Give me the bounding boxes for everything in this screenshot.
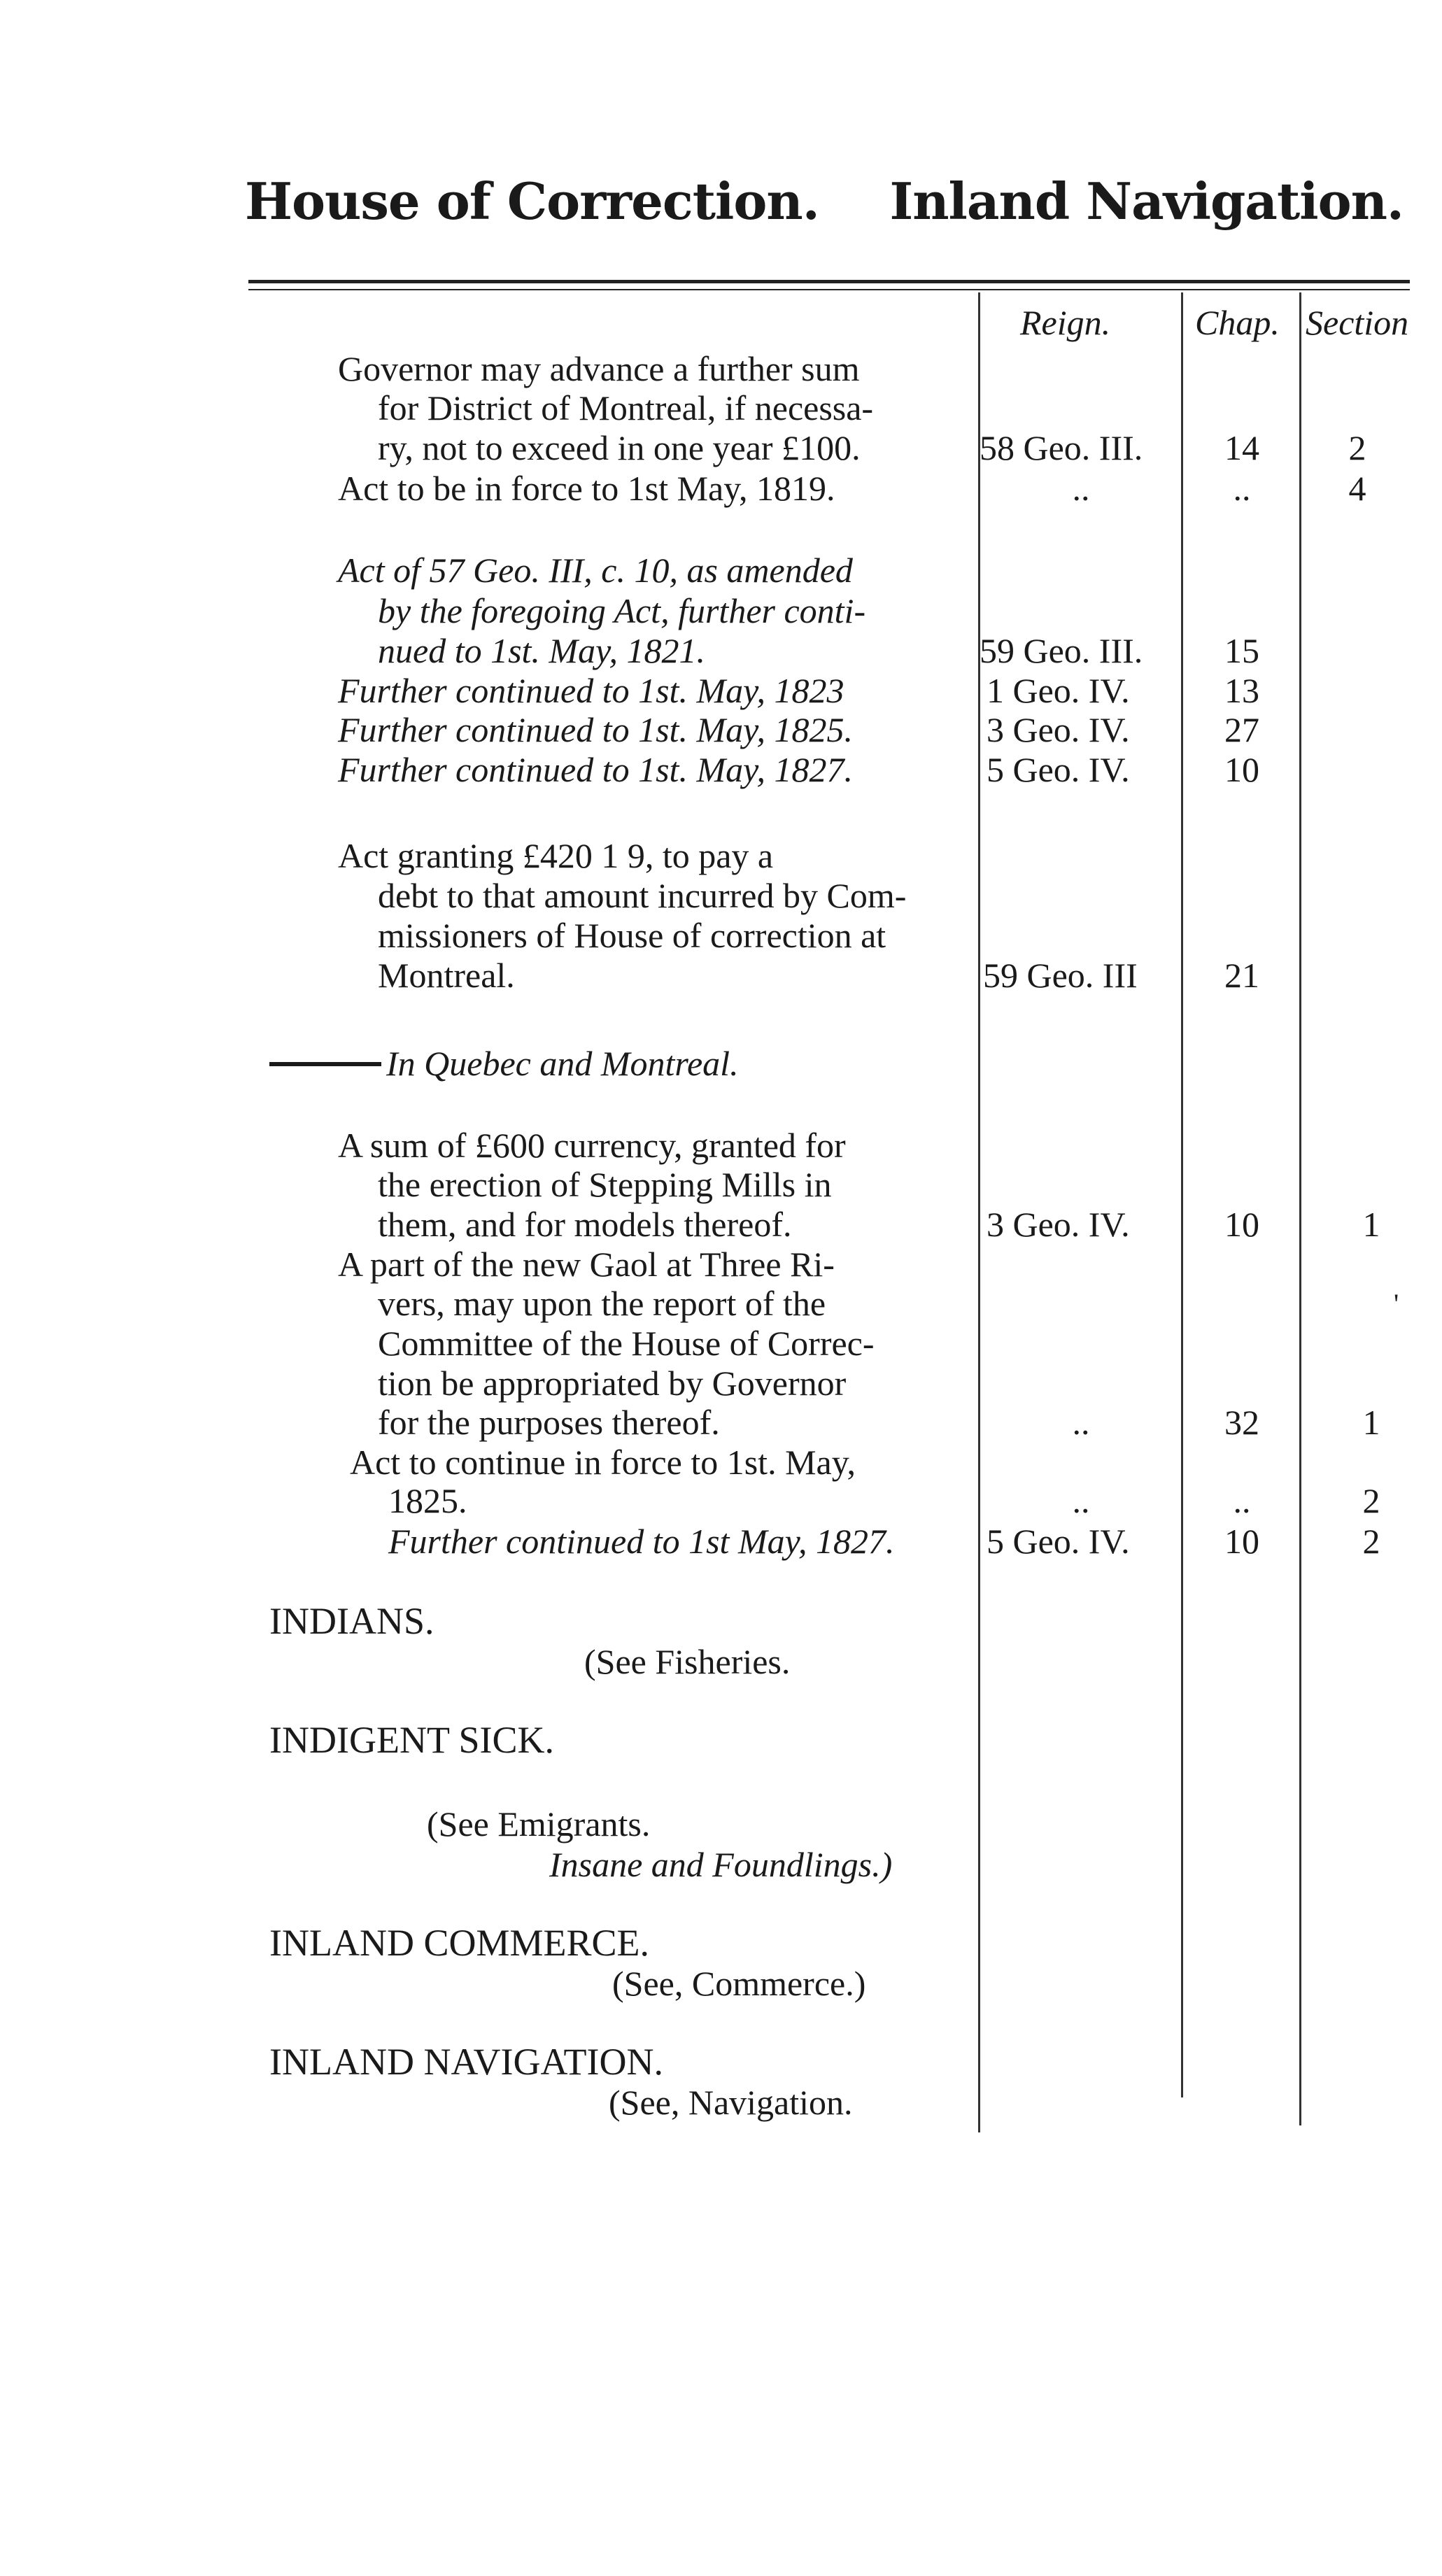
chap-cell: 21 [1224, 956, 1259, 995]
index-heading: INDIGENT SICK. [269, 1719, 554, 1761]
entry-text-line: tion be appropriated by Governor [378, 1364, 847, 1403]
running-head-right: Inland Navigation. [889, 171, 1404, 231]
em-dash-rule [269, 1062, 381, 1066]
entry-text-line: Act to be in force to 1st May, 1819. [338, 469, 835, 508]
section-cell: 2 [1362, 1522, 1380, 1561]
chap-cell: 10 [1224, 750, 1259, 789]
index-heading: INDIANS. [269, 1600, 434, 1642]
section-cell: 2 [1362, 1481, 1380, 1520]
entry-text-line: debt to that amount incurred by Com- [378, 876, 907, 915]
stray-mark: ' [1394, 1288, 1399, 1319]
entry-text-line: A part of the new Gaol at Three Ri- [338, 1245, 835, 1284]
chap-cell: .. [1233, 469, 1251, 508]
entry-text-line: Further continued to 1st. May, 1827. [338, 750, 854, 789]
chap-cell: 27 [1224, 710, 1259, 749]
chap-cell: .. [1233, 1481, 1251, 1520]
column-header-reign: Reign. [1020, 303, 1111, 342]
entry-text-line: for District of Montreal, if necessa- [378, 388, 874, 427]
column-header-chap: Chap. [1195, 303, 1280, 342]
index-heading: INLAND COMMERCE. [269, 1922, 650, 1964]
cross-reference: Insane and Foundlings.) [549, 1845, 893, 1884]
entry-text-line: missioners of House of correction at [378, 916, 886, 955]
entry-text-line: Montreal. [378, 956, 515, 995]
cross-reference: (See, Commerce.) [612, 1964, 866, 2003]
reign-cell: 59 Geo. III [983, 956, 1138, 995]
entry-text-line: Further continued to 1st May, 1827. [388, 1522, 895, 1561]
header-rule-thin [248, 289, 1410, 290]
entry-text-line: Governor may advance a further sum [338, 349, 860, 388]
running-head-left: House of Correction. [245, 171, 819, 231]
reign-cell: .. [1072, 1481, 1090, 1520]
entry-text-line: 1825. [388, 1481, 467, 1520]
entry-text-line: Act of 57 Geo. III, c. 10, as amended [338, 551, 853, 590]
column-header-section: Section [1306, 303, 1409, 342]
section-cell: 2 [1348, 428, 1366, 467]
cross-reference: (See Fisheries. [584, 1642, 791, 1681]
entry-text-line: nued to 1st. May, 1821. [378, 631, 706, 670]
index-heading: INLAND NAVIGATION. [269, 2041, 663, 2083]
column-divider-section [1299, 292, 1301, 2125]
entry-text-line: Act granting £420 1 9, to pay a [338, 836, 774, 875]
reign-cell: 3 Geo. IV. [987, 1205, 1130, 1244]
entry-text-line: Further continued to 1st. May, 1823 [338, 671, 844, 710]
entry-text-line: the erection of Stepping Mills in [378, 1165, 832, 1204]
chap-cell: 13 [1224, 671, 1259, 710]
entry-text-line: Further continued to 1st. May, 1825. [338, 710, 854, 749]
column-divider-reign [978, 292, 980, 2132]
section-cell: 4 [1348, 469, 1366, 508]
reign-cell: 1 Geo. IV. [987, 671, 1130, 710]
entry-text-line: ry, not to exceed in one year £100. [378, 428, 861, 467]
reign-cell: .. [1072, 1403, 1090, 1442]
entry-text-line: them, and for models thereof. [378, 1205, 792, 1244]
section-cell: 1 [1362, 1205, 1380, 1244]
cross-reference: (See Emigrants. [427, 1804, 651, 1843]
entry-text-line: vers, may upon the report of the [378, 1284, 826, 1323]
reign-cell: 3 Geo. IV. [987, 710, 1130, 749]
entry-text-line: by the foregoing Act, further conti- [378, 591, 866, 630]
chap-cell: 10 [1224, 1205, 1259, 1244]
chap-cell: 10 [1224, 1522, 1259, 1561]
entry-text-line: Committee of the House of Correc- [378, 1324, 875, 1363]
reign-cell: 5 Geo. IV. [987, 750, 1130, 789]
entry-text-line: A sum of £600 currency, granted for [338, 1126, 846, 1165]
reign-cell: .. [1072, 469, 1090, 508]
chap-cell: 15 [1224, 631, 1259, 670]
reign-cell: 58 Geo. III. [980, 428, 1143, 467]
entry-text-line: for the purposes thereof. [378, 1403, 720, 1442]
chap-cell: 32 [1224, 1403, 1259, 1442]
entry-text-line: Act to continue in force to 1st. May, [350, 1443, 856, 1482]
chap-cell: 14 [1224, 428, 1259, 467]
section-cell: 1 [1362, 1403, 1380, 1442]
column-divider-chap [1181, 292, 1183, 2097]
header-rule-thick [248, 280, 1410, 283]
subheading: In Quebec and Montreal. [386, 1044, 739, 1083]
cross-reference: (See, Navigation. [609, 2083, 853, 2122]
reign-cell: 59 Geo. III. [980, 631, 1143, 670]
reign-cell: 5 Geo. IV. [987, 1522, 1130, 1561]
